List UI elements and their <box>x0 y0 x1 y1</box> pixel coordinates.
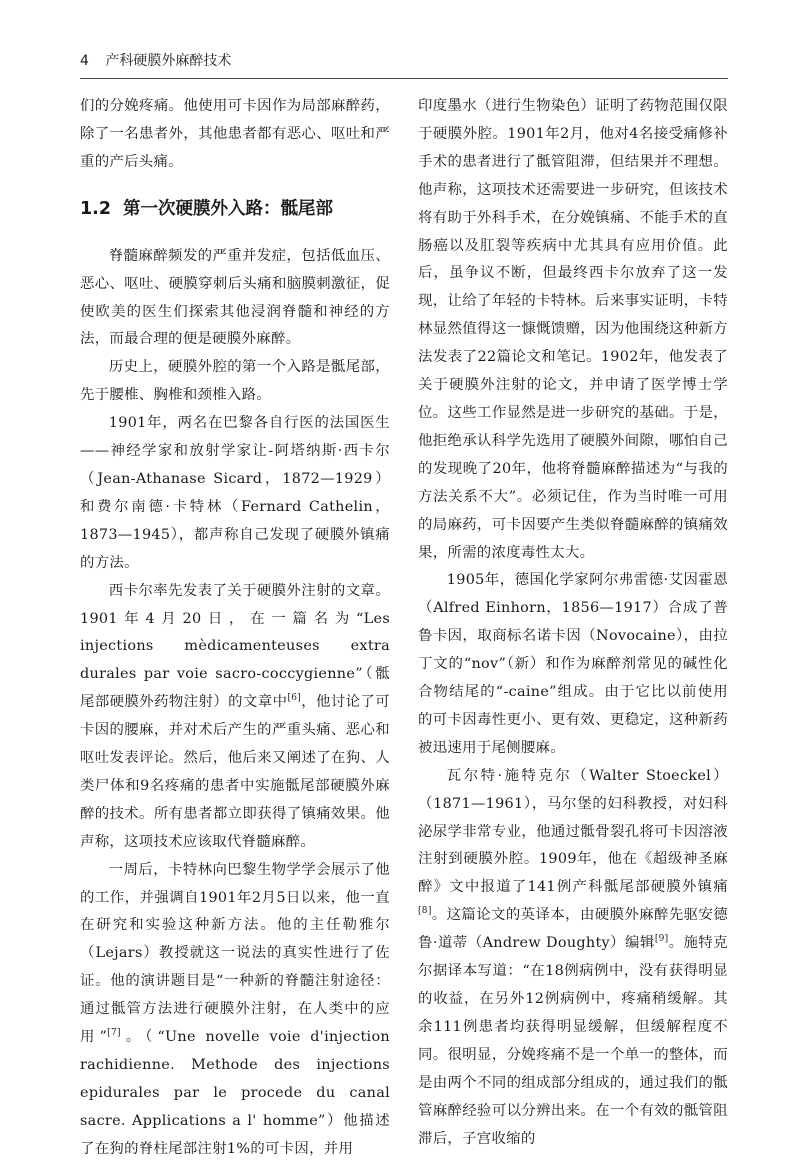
citation-ref: [6] <box>287 693 302 704</box>
paragraph-text: 西卡尔率先发表了关于硬膜外注射的文章。1901年4月20日，在一篇名为“Les injections mèdicamenteuses extra durales par voie sacro-coccygienne”（骶尾部硬膜外药物注射）的文章中 <box>80 582 390 711</box>
paragraph <box>418 763 728 1154</box>
book-title: 产科硬膜外麻醉技术 <box>105 53 232 69</box>
paragraph-text: 一周后，卡特林向巴黎生物学学会展示了他的工作，并强调自1901年2月5日以来，他一直在研究和实验这种新方法。他的主任勒雅尔（Lejars）教授就这一说法的真实性进行了佐证。他的演讲题目是“一种新的脊髓注射途径：通过骶管方法进行硬膜外注射，在人类中的应用” <box>80 861 390 1046</box>
citation-ref: [9] <box>654 934 669 945</box>
paragraph-text: ，他讨论了可卡因的腰麻，并对术后产生的严重头痛、恶心和呕吐发表评论。然后，他后来又阐述了在狗、人类尸体和9名疼痛的患者中实施骶尾部硬膜外麻醉的技术。所有患者都立即获得了镇痛效果。他声称，这项技术应该取代脊髓麻醉。 <box>80 694 390 850</box>
paragraph: 脊髓麻醉频发的严重并发症，包括低血压、恶心、呕吐、硬膜穿刺后头痛和脑膜刺激征，促使欧美的医生们探索其他浸润脊髓和神经的方法，而最合理的便是硬膜外麻醉。 <box>80 247 390 348</box>
paragraph <box>80 857 390 1164</box>
left-column <box>80 93 390 1164</box>
paragraph <box>80 578 390 857</box>
citation-ref: [7] <box>107 1028 121 1039</box>
running-header <box>80 50 728 79</box>
paragraph: 印度墨水（进行生物染色）证明了药物范围仅限于硬膜外腔。1901年2月，他对4名接受痛修补手术的患者进行了骶管阻滞，但结果并不理想。他声称，这项技术还需要进一步研究，但该技术将有助于外科手术，在分娩镇痛、不能手术的直肠癌以及肛裂等疾病中尤其具有应用价值。此后，虽争议不断，但最终西卡尔放弃了这一发现，让给了年轻的卡特林。后来事实证明，卡特林显然值得这一慷慨馈赠，因为他围绕这种新方法发表了22篇论文和笔记。1902年，他发表了关于硬膜外注射的论文，并申请了医学博士学位。这些工作显然是进一步研究的基础。于是，他拒绝承认科学先选用了硬膜外间隙，哪怕自己的发现晚了20年，他将脊髓麻醉描述为“与我的方法关系不大”。必须记住，作为当时唯一可用的局麻药，可卡因要产生类似脊髓麻醉的镇痛效果，所需的浓度毒性太大。 <box>418 98 728 561</box>
paragraph: 历史上，硬膜外腔的第一个入路是骶尾部，先于腰椎、胸椎和颈椎入路。 <box>80 359 390 404</box>
paragraph-text: 瓦尔特·施特克尔（Walter Stoeckel）（1871—1961），马尔堡的妇科教授，对妇科泌尿学非常专业，他通过骶骨裂孔将可卡因溶液注射到硬膜外腔。1909年，他在《超级神圣麻醉》文中报道了141例产科骶尾部硬膜外镇痛 <box>418 767 728 896</box>
section-number: 1.2 <box>80 198 112 219</box>
page-number: 4 <box>80 53 89 69</box>
right-column <box>418 93 728 1153</box>
section-heading <box>80 195 390 223</box>
paragraph-text: 。施特克尔据译本写道：“在18例病例中，没有获得明显的收益，在另外12例病例中，疼痛稍缓解。其余111例患者均获得明显缓解，但缓解程度不同。很明显，分娩疼痛不是一个单一的整体，而是由两个不同的组成部分组成的，通过我们的骶管麻醉经验可以分辨出来。在一个有效的骶管阻滞后，子宫收缩的 <box>418 935 729 1147</box>
paragraph-text: 。（“Une novelle voie d'injection rachidienne. Methode des injections epidurales par le procede du canal sacre. Applications a l' homme”）他描述了在狗的脊柱尾部注射1%的可卡因，并用 <box>80 1029 390 1157</box>
citation-ref: [8] <box>418 906 432 917</box>
paragraph-text: 。这篇论文的英译本，由硬膜外麻醉先驱安德鲁·道蒂（Andrew Doughty）编辑 <box>418 907 728 952</box>
paragraph: 1901年，两名在巴黎各自行医的法国医生——神经学家和放射学家让-阿塔纳斯·西卡尔（Jean-Athanase Sicard，1872—1929）和费尔南德·卡特林（Fernard Cathelin，1873—1945），都声称自己发现了硬膜外镇痛的方法。 <box>80 415 390 571</box>
intro-paragraph: 们的分娩疼痛。他使用可卡因作为局部麻醉药，除了一名患者外，其他患者都有恶心、呕吐和严重的产后头痛。 <box>80 98 390 170</box>
section-title: 第一次硬膜外入路：骶尾部 <box>123 198 334 219</box>
paragraph: 1905年，德国化学家阿尔弗雷德·艾因霍恩（Alfred Einhorn，1856—1917）合成了普鲁卡因，取商标名诺卡因（Novocaine），由拉丁文的“nov”（新）和作为麻醉剂常见的碱性化合物结尾的“-caine”组成。由于它比以前使用的可卡因毒性更小、更有效、更稳定，这种新药被迅速用于尾侧腰麻。 <box>418 572 728 756</box>
